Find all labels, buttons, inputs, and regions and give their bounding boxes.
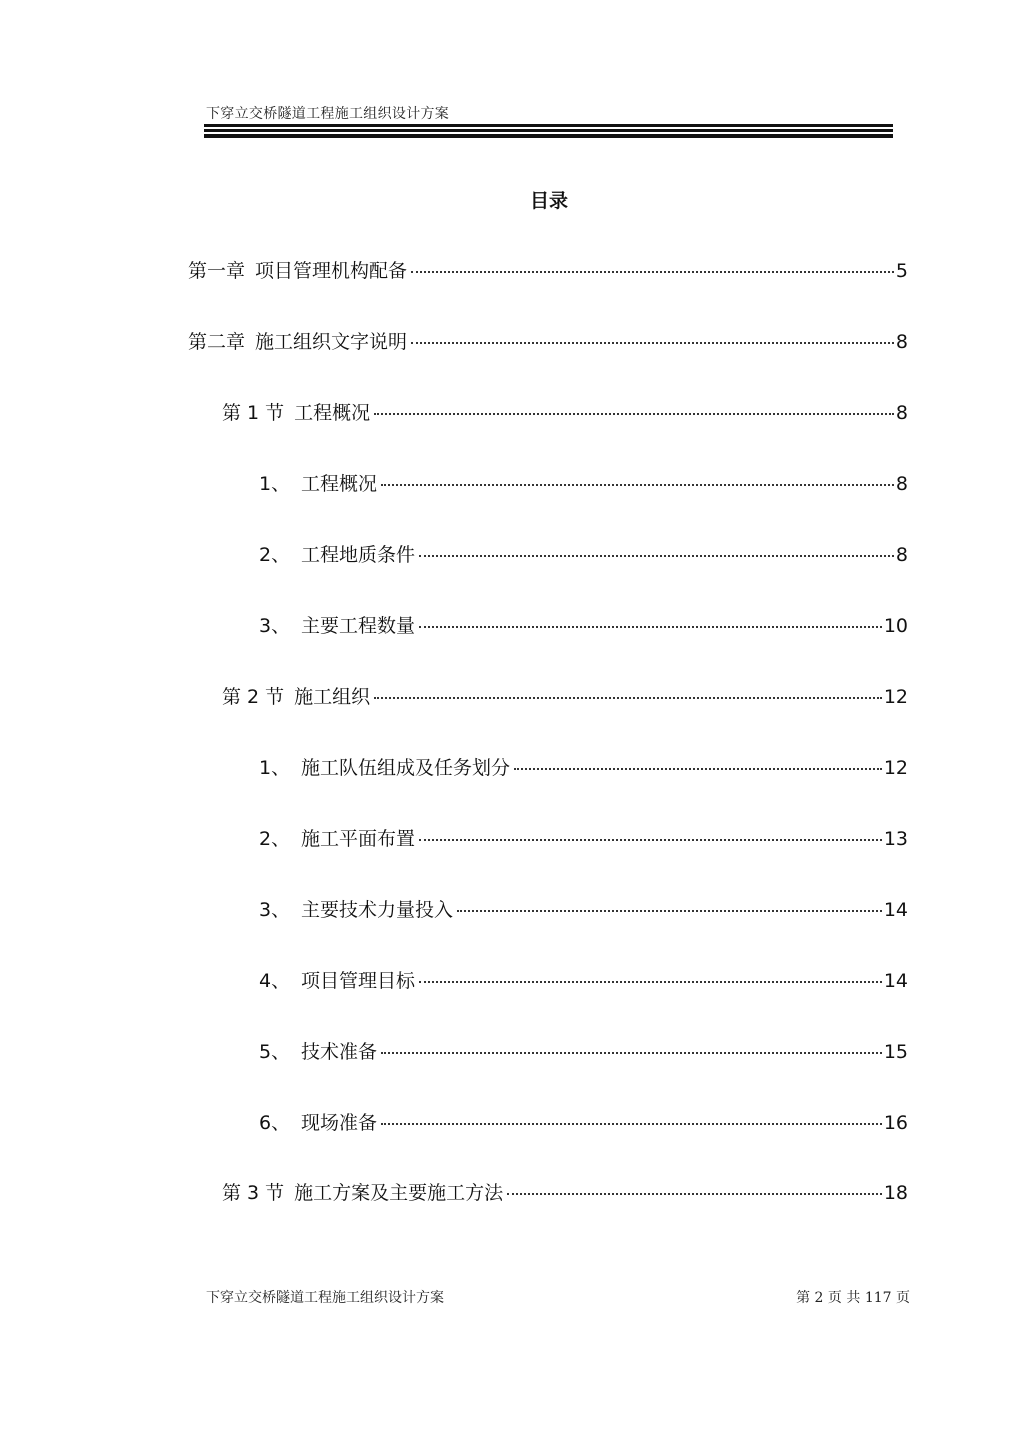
toc-entry-label: 主要技术力量投入: [301, 899, 454, 921]
toc-entry-item[interactable]: [259, 897, 908, 923]
toc-entry-item[interactable]: [259, 1110, 908, 1136]
toc-dot-leader: [419, 626, 882, 628]
toc-entry-number: 1、: [259, 757, 291, 779]
toc-entry-number: 第 3 节: [222, 1182, 285, 1204]
toc-entry-item[interactable]: [259, 755, 908, 781]
toc-entry-label: 项目管理目标: [301, 970, 416, 992]
toc-dot-leader: [419, 839, 882, 841]
toc-entry-page: 14: [883, 899, 908, 921]
toc-entry-label: 项目管理机构配备: [255, 260, 408, 282]
toc-entry-page: 16: [883, 1112, 908, 1134]
toc-entry-page: 12: [883, 757, 908, 779]
toc-dot-leader: [374, 697, 882, 699]
toc-entry-label: 技术准备: [301, 1041, 378, 1063]
toc-entry-page: 18: [883, 1182, 908, 1204]
toc-entry-number: 第 2 节: [222, 686, 285, 708]
toc-entry-number: 3、: [259, 615, 291, 637]
toc-entry-page: 14: [883, 970, 908, 992]
toc-entry-label: 主要工程数量: [301, 615, 416, 637]
toc-entry-label: 施工方案及主要施工方法: [294, 1182, 504, 1204]
toc-entry-number: 1、: [259, 473, 291, 495]
toc-title: 目录: [529, 190, 568, 212]
toc-entry-label: 施工组织文字说明: [255, 331, 408, 353]
toc-entry-item[interactable]: [259, 542, 908, 568]
toc-entry-number: 第一章: [188, 260, 246, 282]
toc-entry-number: 5、: [259, 1041, 291, 1063]
toc-entry-page: 13: [883, 828, 908, 850]
toc-entry-chapter-2[interactable]: [188, 329, 908, 355]
toc-entry-page: 15: [883, 1041, 908, 1063]
toc-entry-item[interactable]: [259, 826, 908, 852]
toc-entry-label: 工程地质条件: [301, 544, 416, 566]
toc-dot-leader: [507, 1193, 882, 1195]
toc-dot-leader: [419, 981, 882, 983]
toc-dot-leader: [419, 555, 894, 557]
footer-page-number: 第 2 页 共 117 页: [796, 1290, 910, 1306]
toc-dot-leader: [374, 413, 894, 415]
toc-entry-number: 3、: [259, 899, 291, 921]
toc-entry-number: 2、: [259, 544, 291, 566]
toc-entry-page: 8: [895, 473, 908, 495]
toc-entry-item[interactable]: [259, 1039, 908, 1065]
toc-entry-section-1[interactable]: [222, 400, 908, 426]
toc-entry-page: 8: [895, 544, 908, 566]
toc-entry-chapter-1[interactable]: [188, 258, 908, 284]
toc-entry-number: 6、: [259, 1112, 291, 1134]
toc-dot-leader: [381, 1123, 882, 1125]
toc-dot-leader: [381, 1052, 882, 1054]
toc-entry-label: 工程概况: [294, 402, 371, 424]
toc-entry-page: 8: [895, 331, 908, 353]
toc-entry-item[interactable]: [259, 613, 908, 639]
toc-entry-label: 施工平面布置: [301, 828, 416, 850]
toc-entry-item[interactable]: [259, 968, 908, 994]
toc-entry-number: 第二章: [188, 331, 246, 353]
toc-entry-item[interactable]: [259, 471, 908, 497]
toc-dot-leader: [411, 342, 894, 344]
toc-entry-label: 施工组织: [294, 686, 371, 708]
toc-entry-number: 第 1 节: [222, 402, 285, 424]
header-title: 下穿立交桥隧道工程施工组织设计方案: [206, 106, 450, 122]
toc-dot-leader: [514, 768, 882, 770]
toc-entry-page: 5: [895, 260, 908, 282]
toc-entry-page: 12: [883, 686, 908, 708]
toc-dot-leader: [381, 484, 894, 486]
toc-entry-label: 施工队伍组成及任务划分: [301, 757, 511, 779]
toc-entry-page: 8: [895, 402, 908, 424]
toc-dot-leader: [457, 910, 882, 912]
toc-entry-label: 工程概况: [301, 473, 378, 495]
toc-entry-page: 10: [883, 615, 908, 637]
toc-entry-section-3[interactable]: [222, 1180, 908, 1206]
toc-entry-number: 2、: [259, 828, 291, 850]
footer-title: 下穿立交桥隧道工程施工组织设计方案: [206, 1290, 444, 1306]
toc-dot-leader: [411, 271, 894, 273]
toc-entry-number: 4、: [259, 970, 291, 992]
toc-entry-section-2[interactable]: [222, 684, 908, 710]
toc-entry-label: 现场准备: [301, 1112, 378, 1134]
